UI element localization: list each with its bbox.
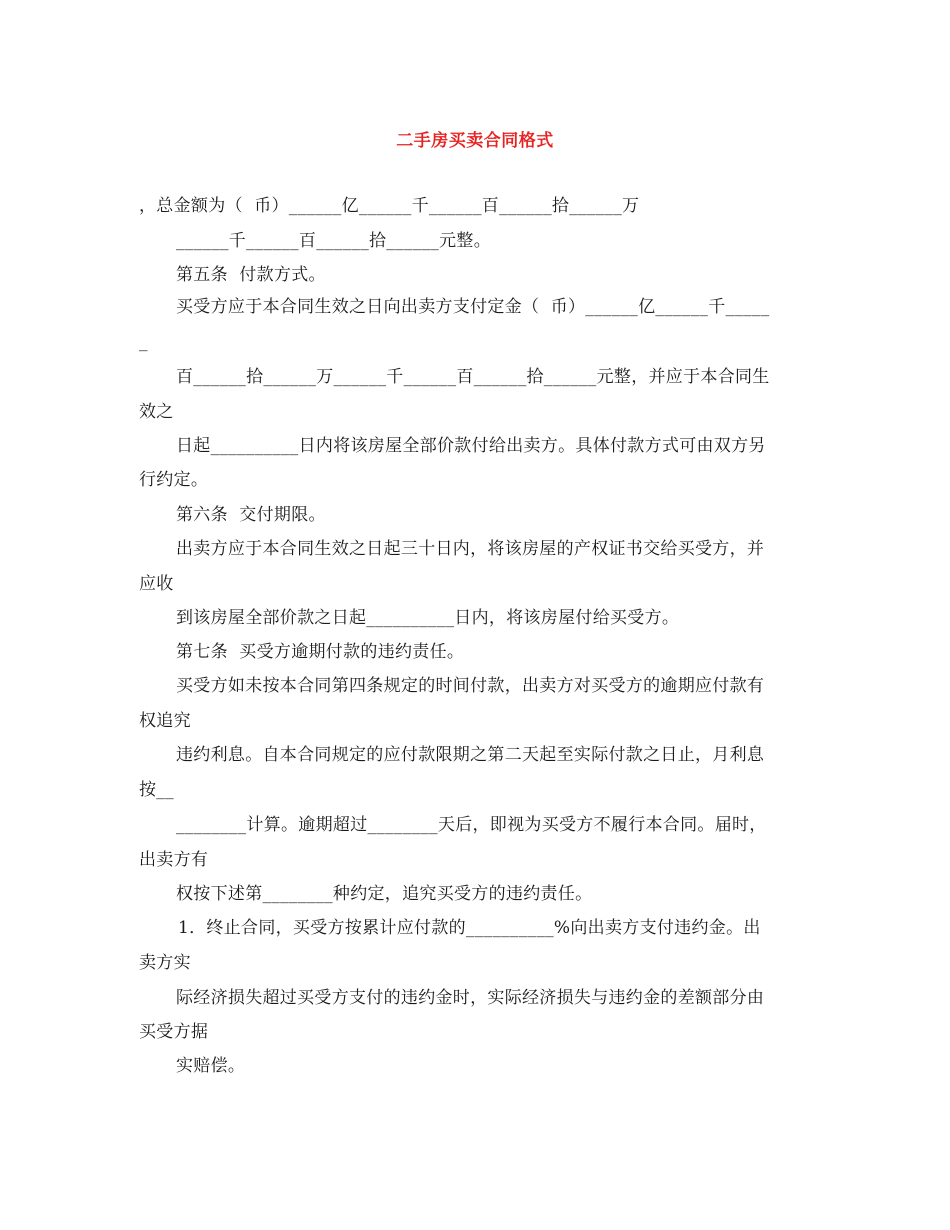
list-item-1: 1．终止合同，买受方按累计应付款的__________%向出卖方支付违约金。出 [178,918,761,938]
text-line: 按__ [139,780,174,800]
text-line: 违约利息。自本合同规定的应付款限期之第二天起至实际付款之日止，月利息 [176,745,765,765]
text-line: 百______拾______万______千______百______拾______元整，并应于本合同生 [176,367,770,387]
text-line: ，总金额为（ 币）______亿______千______百______拾______万 [139,196,640,216]
text-line: 效之 [139,402,174,422]
text-line: 卖方实 [139,953,191,973]
text-line: 出卖方应于本合同生效之日起三十日内，将该房屋的产权证书交给买受方，并 [176,539,765,559]
text-line: 买受方据 [139,1022,209,1042]
text-line: 买受方如未按本合同第四条规定的时间付款，出卖方对买受方的逾期应付款有 [176,676,765,696]
text-line: ______千______百______拾______元整。 [176,231,491,251]
clause-heading-6: 第六条 交付期限。 [176,505,326,525]
clause-heading-5: 第五条 付款方式。 [176,265,326,285]
text-line: 权追究 [139,711,191,731]
clause-heading-7: 第七条 买受方逾期付款的违约责任。 [176,642,465,662]
text-line: 行约定。 [139,470,209,490]
text-line: 际经济损失超过买受方支付的违约金时，实际经济损失与违约金的差额部分由 [176,988,765,1008]
text-line: 权按下述第________种约定，追究买受方的违约责任。 [176,884,593,904]
document-title: 二手房买卖合同格式 [396,131,554,151]
text-line: 实赔偿。 [176,1056,246,1076]
text-line: _ [139,332,148,352]
text-line: 应收 [139,574,174,594]
text-line: 出卖方有 [139,850,209,870]
text-line: 到该房屋全部价款之日起__________日内，将该房屋付给买受方。 [176,608,680,628]
text-line: 买受方应于本合同生效之日向出卖方支付定金（ 币）______亿______千_____ [176,297,770,317]
text-line: ________计算。逾期超过________天后，即视为买受方不履行本合同。届时， [176,815,767,835]
text-line: 日起__________日内将该房屋全部价款付给出卖方。具体付款方式可由双方另 [176,436,766,456]
